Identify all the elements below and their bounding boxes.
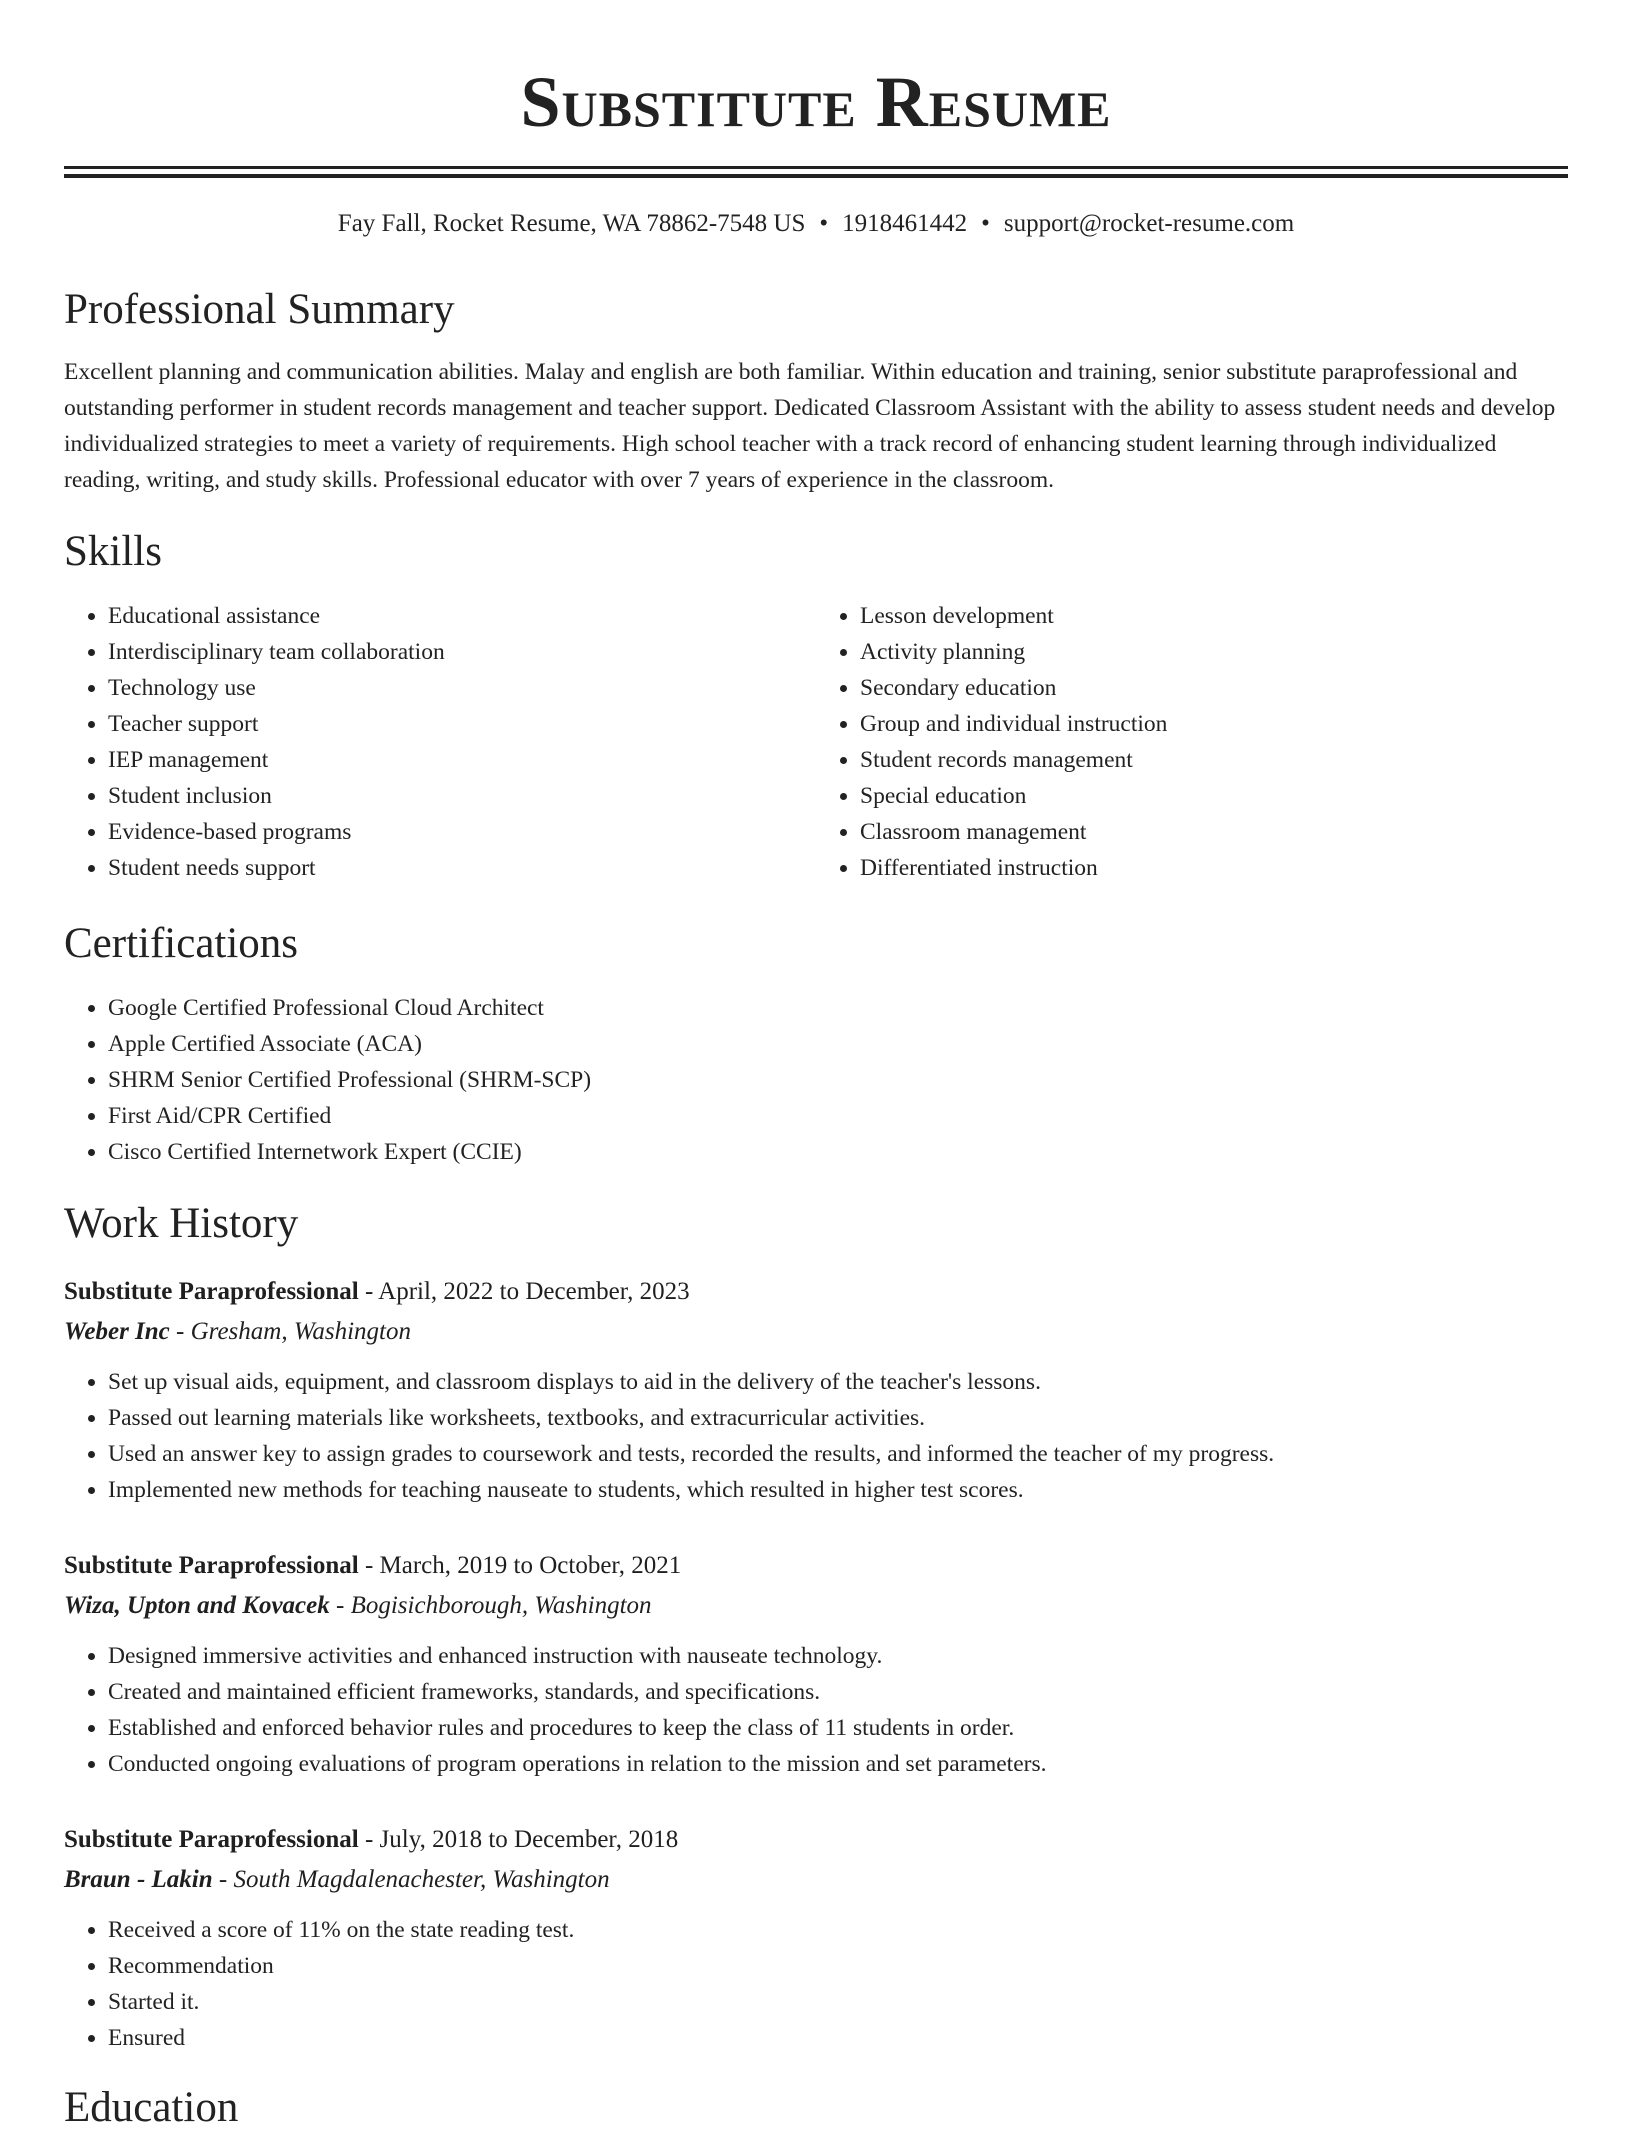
skill-item: • Differentiated instruction <box>860 850 1568 886</box>
contact-separator: • <box>819 210 829 237</box>
job-entry <box>64 1274 1568 1508</box>
certification-item: • SHRM Senior Certified Professional (SHRM-SCP) <box>108 1062 1568 1098</box>
job-location: - South Magdalenachester, Washington <box>212 1866 610 1893</box>
job-company: Wiza, Upton and Kovacek <box>64 1592 330 1619</box>
education-heading: Education <box>64 2084 239 2131</box>
skill-item: • IEP management <box>108 742 816 778</box>
job-bullet: • Conducted ongoing evaluations of program operations in relation to the mission and set parameters. <box>108 1746 1568 1782</box>
title-double-rule <box>64 166 1568 178</box>
job-location: - Gresham, Washington <box>169 1318 411 1345</box>
certifications-list <box>64 990 1568 1170</box>
resume-title: Substitute Resume <box>520 62 1112 142</box>
skill-item: • Lesson development <box>860 598 1568 634</box>
job-bullet: • Received a score of 11% on the state reading test. <box>108 1912 1568 1948</box>
job-title-line <box>64 1822 1568 1858</box>
job-company: Weber Inc <box>64 1318 170 1345</box>
job-bullet: • Passed out learning materials like worksheets, textbooks, and extracurricular activities. <box>108 1400 1568 1436</box>
skills-heading: Skills <box>64 528 162 575</box>
job-bullets <box>64 1912 1568 2056</box>
job-entry <box>64 1548 1568 1782</box>
summary-heading: Professional Summary <box>64 286 455 333</box>
certification-item: • Cisco Certified Internetwork Expert (CCIE) <box>108 1134 1568 1170</box>
job-dates: - March, 2019 to October, 2021 <box>358 1552 682 1579</box>
skill-item: • Student needs support <box>108 850 816 886</box>
job-bullet: • Recommendation <box>108 1948 1568 1984</box>
contact-address: Fay Fall, Rocket Resume, WA 78862-7548 US <box>337 210 806 237</box>
skill-item: • Classroom management <box>860 814 1568 850</box>
job-bullets <box>64 1638 1568 1782</box>
skill-item: • Activity planning <box>860 634 1568 670</box>
job-company-line <box>64 1588 1568 1624</box>
skills-list-right <box>816 598 1568 886</box>
certification-item: • Apple Certified Associate (ACA) <box>108 1026 1568 1062</box>
skill-item: • Secondary education <box>860 670 1568 706</box>
job-bullet: • Established and enforced behavior rules and procedures to keep the class of 11 students in order. <box>108 1710 1568 1746</box>
skill-item: • Technology use <box>108 670 816 706</box>
job-role: Substitute Paraprofessional <box>64 1278 359 1305</box>
contact-line <box>64 208 1568 240</box>
job-location: - Bogisichborough, Washington <box>329 1592 652 1619</box>
contact-phone: 1918461442 <box>842 210 968 237</box>
skill-item: • Student inclusion <box>108 778 816 814</box>
job-company-line <box>64 1862 1568 1898</box>
job-bullet: • Used an answer key to assign grades to coursework and tests, recorded the results, and informed the teacher of my progress. <box>108 1436 1568 1472</box>
job-entry <box>64 1822 1568 2056</box>
job-bullet: • Ensured <box>108 2020 1568 2056</box>
work-history-heading: Work History <box>64 1200 299 1247</box>
skill-item: • Student records management <box>860 742 1568 778</box>
certifications-heading: Certifications <box>64 920 299 967</box>
skill-item: • Evidence-based programs <box>108 814 816 850</box>
contact-email: support@rocket-resume.com <box>1003 210 1295 237</box>
job-company: Braun - Lakin <box>64 1866 213 1893</box>
skills-grid <box>64 598 1568 886</box>
job-bullets <box>64 1364 1568 1508</box>
summary-text: Excellent planning and communication abilities. Malay and english are both familiar. Within education and training, senior substitute paraprofessional and outstanding performer in student records management and teacher support. Dedicated Classroom Assistant with the ability to assess student needs and develop individualized strategies to meet a variety of requirements. High school teacher with a track record of enhancing student learning through individualized reading, writing, and study skills. Professional educator with over 7 years of experience in the classroom. <box>64 359 1556 493</box>
job-role: Substitute Paraprofessional <box>64 1826 359 1853</box>
certification-item: • Google Certified Professional Cloud Architect <box>108 990 1568 1026</box>
job-dates: - April, 2022 to December, 2023 <box>358 1278 690 1305</box>
skill-item: • Educational assistance <box>108 598 816 634</box>
certification-item: • First Aid/CPR Certified <box>108 1098 1568 1134</box>
job-title-line <box>64 1274 1568 1310</box>
job-bullet: • Started it. <box>108 1984 1568 2020</box>
contact-separator: • <box>981 210 990 237</box>
skills-list-left <box>64 598 816 886</box>
skill-item: • Teacher support <box>108 706 816 742</box>
skill-item: • Interdisciplinary team collaboration <box>108 634 816 670</box>
skill-item: • Special education <box>860 778 1568 814</box>
job-bullet: • Implemented new methods for teaching nauseate to students, which resulted in higher test scores. <box>108 1472 1568 1508</box>
skill-item: • Group and individual instruction <box>860 706 1568 742</box>
job-bullet: • Set up visual aids, equipment, and classroom displays to aid in the delivery of the teacher's lessons. <box>108 1364 1568 1400</box>
job-title-line <box>64 1548 1568 1584</box>
job-role: Substitute Paraprofessional <box>64 1552 359 1579</box>
job-bullet: • Created and maintained efficient frameworks, standards, and specifications. <box>108 1674 1568 1710</box>
job-company-line <box>64 1314 1568 1350</box>
job-dates: - July, 2018 to December, 2018 <box>358 1826 679 1853</box>
job-bullet: • Designed immersive activities and enhanced instruction with nauseate technology. <box>108 1638 1568 1674</box>
